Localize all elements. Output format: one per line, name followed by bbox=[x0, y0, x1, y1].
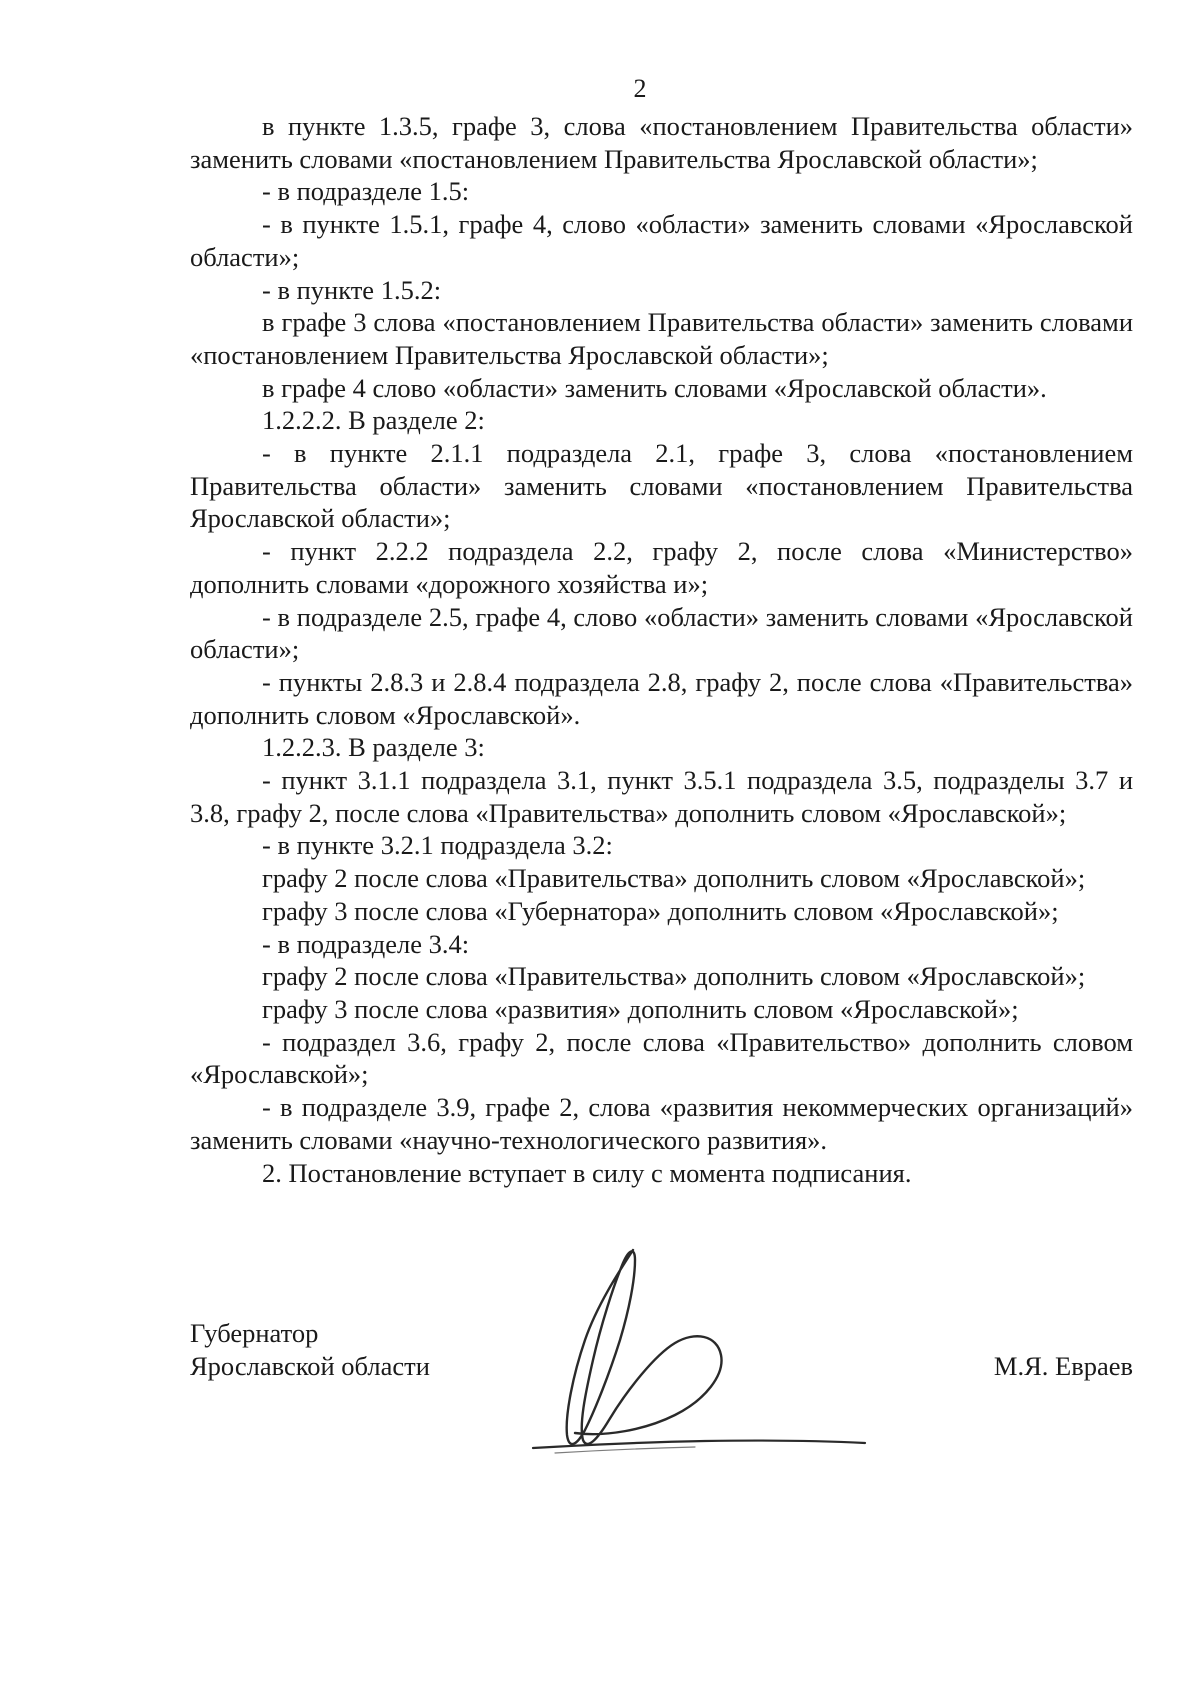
paragraph-1-5-1: - в пункте 1.5.1, графе 4, слово «области» заменить словами «Ярославской области»; bbox=[190, 209, 1133, 272]
paragraph-column-3: в графе 3 слова «постановлением Правительства области» заменить словами «постановлением Правительства Ярославской области»; bbox=[190, 307, 1133, 370]
paragraph-effective: 2. Постановление вступает в силу с момента подписания. bbox=[262, 1157, 912, 1188]
paragraph-2-5: - в подразделе 2.5, графе 4, слово «области» заменить словами «Ярославской области»; bbox=[190, 601, 1133, 665]
paragraph-3-2-1-col2: графу 2 после слова «Правительства» дополнить словом «Ярославской»; bbox=[262, 863, 1086, 894]
paragraph-1-2-2-2: 1.2.2.2. В разделе 2: bbox=[262, 405, 485, 436]
signature-block bbox=[190, 1317, 1133, 1397]
paragraph-2-1-1: - в пункте 2.1.1 подраздела 2.1, графе 3, слова «постановлением Правительства области» заменить словами «постановлением Правительства Ярославской области»; bbox=[190, 438, 1133, 534]
paragraph-3-2-1: - в пункте 3.2.1 подраздела 3.2: bbox=[262, 830, 613, 861]
paragraph-3-4-col2: графу 2 после слова «Правительства» дополнить словом «Ярославской»; bbox=[262, 961, 1086, 992]
paragraph-1-5-2: - в пункте 1.5.2: bbox=[262, 274, 442, 305]
page-number: 2 bbox=[633, 74, 647, 103]
paragraph-2-2-2: - пункт 2.2.2 подраздела 2.2, графу 2, после слова «Министерство» дополнить словами «дорожного хозяйства и»; bbox=[190, 536, 1133, 599]
paragraph-3-1-1: - пункт 3.1.1 подраздела 3.1, пункт 3.5.1 подраздела 3.5, подразделы 3.7 и 3.8, графу 2, после слова «Правительства» дополнить словом «Ярославской»; bbox=[190, 765, 1133, 828]
signatory-position-line1: Губернатор bbox=[190, 1318, 319, 1348]
paragraph-subsection-1-5: - в подразделе 1.5: bbox=[262, 176, 470, 207]
paragraph-3-6: - подраздел 3.6, графу 2, после слова «Правительство» дополнить словом «Ярославской»; bbox=[190, 1026, 1133, 1090]
signatory-position-line2: Ярославской области bbox=[190, 1350, 430, 1381]
paragraph-1-2-2-3: 1.2.2.3. В разделе 3: bbox=[262, 732, 485, 763]
paragraph-3-2-1-col3: графу 3 после слова «Губернатора» дополнить словом «Ярославской»; bbox=[262, 895, 1059, 926]
signatory-name: М.Я. Евраев bbox=[993, 1350, 1133, 1381]
paragraph-1-3-5: в пункте 1.3.5, графе 3, слова «постановлением Правительства области» заменить словами «постановлением Правительства Ярославской области»; bbox=[190, 111, 1133, 174]
paragraph-2-8: - пункты 2.8.3 и 2.8.4 подраздела 2.8, графу 2, после слова «Правительства» дополнить словом «Ярославской». bbox=[190, 666, 1133, 730]
paragraph-column-4: в графе 4 слово «области» заменить словами «Ярославской области». bbox=[262, 372, 1047, 403]
paragraph-3-4-col3: графу 3 после слова «развития» дополнить словом «Ярославской»; bbox=[262, 993, 1019, 1024]
paragraph-3-9: - в подразделе 3.9, графе 2, слова «развития некоммерческих организаций» заменить словами «научно-технологического развития». bbox=[190, 1092, 1133, 1155]
document-body bbox=[190, 110, 1133, 1189]
paragraph-3-4: - в подразделе 3.4: bbox=[262, 928, 470, 959]
